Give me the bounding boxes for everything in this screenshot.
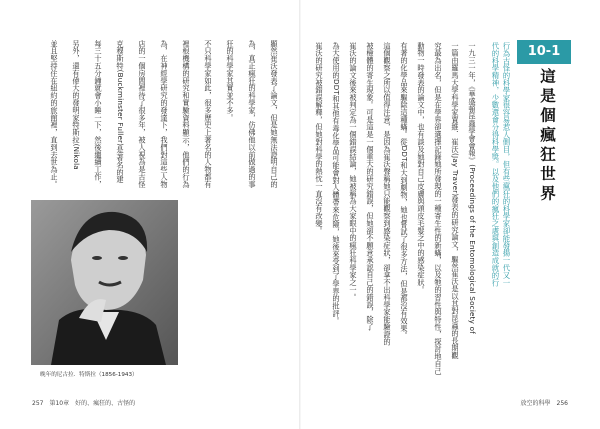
text-column: 究最為出名，但是在學界卻選擇記錄她所發現的一種寄生性的新蟎，以及牠的習性與特性，探討地自己	[434, 42, 443, 375]
portrait-illustration	[31, 200, 178, 365]
text-column: 為，真正瘋狂的科學家，仿佛他以前做過的事	[248, 40, 257, 188]
page-gutter	[299, 0, 301, 429]
section-intro: 行為古怪的科學家很容易惹人側目，但有些瘋狂的科學家卻能發揚一代又一代的科學精神，少數還會分得科學獎。以及他們的瘋狂之處與創造成就的行	[491, 42, 511, 287]
text-column: 崔沃的研究被錯誤解釋，但她對科學的熱忱一直沒有改變。	[315, 42, 324, 235]
text-column: 每三十五分鐘就會小睡一下，然後繼續工作，	[94, 40, 103, 188]
text-column: 不只科學家如此，很多歷史上著名的人物都有	[204, 40, 213, 188]
footer-right: 放空的科學 256	[520, 400, 568, 407]
text-column: 崔沃的論文後來被判定為一個錯誤結論，她被稱為大家眼中的瘋狂科學家之一。	[349, 42, 358, 301]
photo-caption: 晚年的尼古拉．特斯拉（1856-1943）	[40, 372, 138, 378]
text-column: 為，在神經學研究的發達下，我們對這些人物	[160, 40, 169, 188]
text-column: 一九三一年，《華盛頓昆蟲學會會報》(Proceedings of the Entomological Society of	[468, 42, 477, 334]
text-column: 裡根機構的研究和實驗資料顯示，他們的行為	[182, 40, 191, 188]
section-title: 這是個瘋狂世界	[538, 68, 556, 205]
footer-left: 257 第10章 好的、瘋狂的、古怪的	[32, 400, 136, 407]
text-column: 另外，還有偉大的發明家特斯拉(Nikola	[72, 40, 81, 170]
text-column: 狂的科學家其實並不多。	[226, 40, 235, 122]
text-column: 克穆斯特(Buckminster Fuller)是著名的建	[116, 40, 125, 184]
tesla-photo	[31, 200, 178, 365]
text-column: 被檢體的寄生現象。可是這是一個重大的研究錯誤，但她卻不願意承認自己的錯誤，除了	[366, 42, 375, 331]
text-column: 為大使用的DDT和其他有毒化學品可能會對人體帶來危險，她後來受到了學界的批評。	[332, 42, 341, 325]
text-column: 動物一時發表的論文中，也有談及她對自己皮膚與頭皮毛髮之中的感染症狀。	[417, 42, 426, 294]
text-column: 店的一個房間裡待了很多年，被人視為是古怪	[138, 40, 147, 188]
text-column: 並且堅持住在紐約的旅館裡，直到去世為止。	[50, 40, 59, 188]
text-column: 這個觀察之所以值得注意，是因為崔沃聲稱她只能觀察到感染症狀，卻拿不出科學家能驗證的	[383, 42, 392, 346]
section-number-badge: 10-1	[517, 40, 571, 64]
text-column: 顯然崔沃發表了論文，但是她無法證明自己的	[270, 40, 279, 188]
text-column: 一篇由羅馬大學科學家賈維．崔沃(Jay Traver)發表的研究論文，驅然崔沃是以其對昆蟲的長期觀	[451, 42, 460, 360]
text-column: 有著的化學品來驅除這種蟎。從DDT和大到劇物，她也嘗試了很多方法，但是都沒有效果。	[400, 42, 409, 340]
